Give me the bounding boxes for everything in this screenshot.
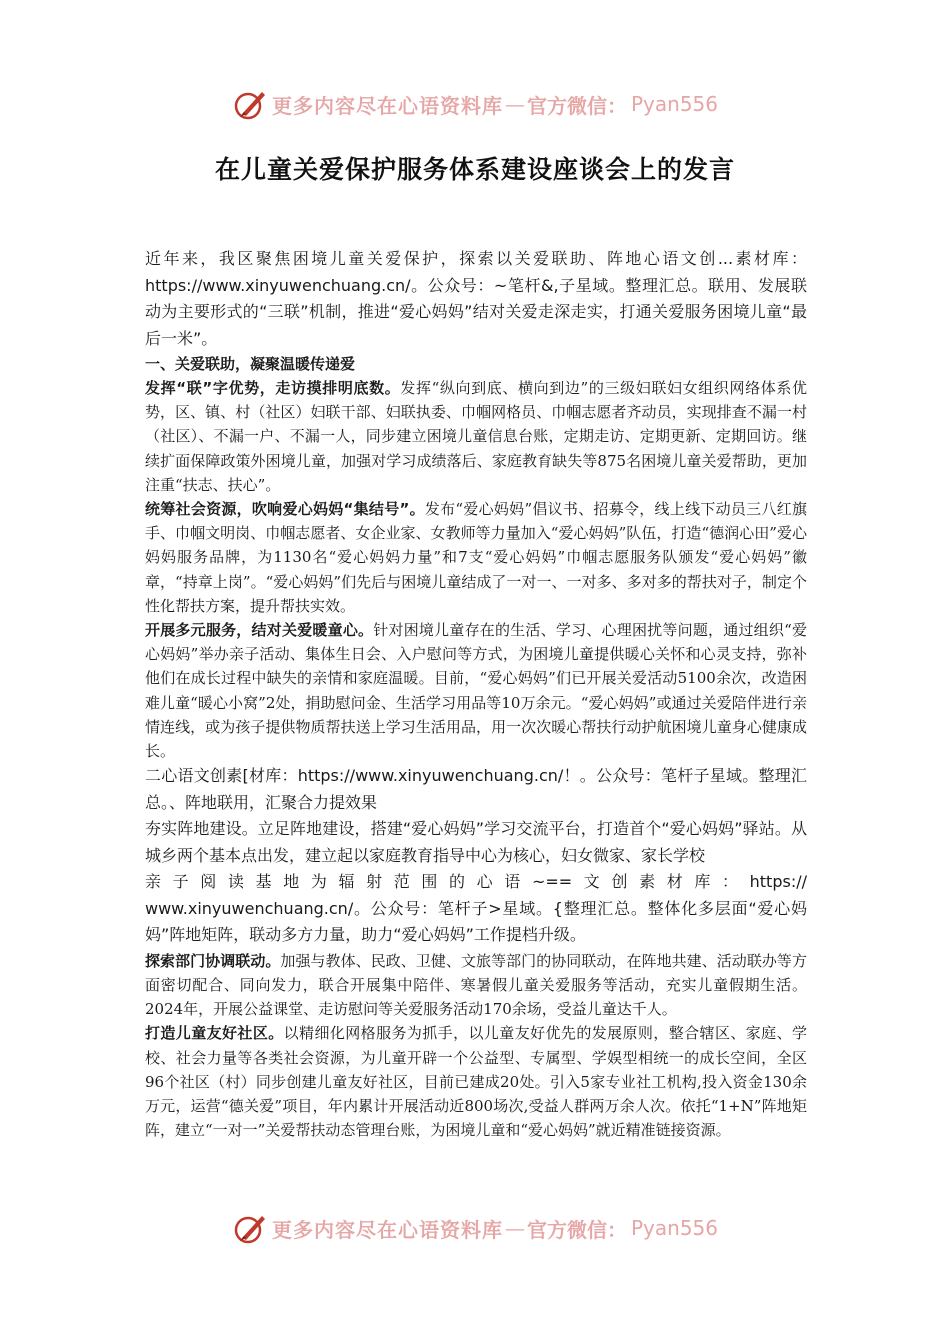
banner-wechat-label: 官方微信： bbox=[526, 1217, 627, 1242]
banner-separator: — bbox=[504, 92, 525, 116]
paragraph-4-line-3: www.xinyuwenchuang.cn/。公众号：笔杆子>星域。{整理汇总。整体化多层面“爱心妈妈”阵地矩阵，联动多方力量，助力“爱心妈妈”工作提档升级。 bbox=[145, 898, 807, 945]
paragraph-lead: 打造儿童友好社区。 bbox=[145, 1024, 284, 1043]
intro-paragraph: 近年来，我区聚焦困境儿童关爱保护，探索以关爱联助、阵地心语文创...素材库：https://www.xinyuwenchuang.cn/。公众号：~笔杆&,子星域。整理汇总。联用、发展联动为主要形式的“三联”机制，推进“爱心妈妈”结对关爱走深走实，打通关爱服务困境儿童“最后一米”。 bbox=[145, 249, 807, 348]
paragraph-4-line-1: 夯实阵地建设。立足阵地建设，搭建“爱心妈妈”学习交流平台，打造首个“爱心妈妈”驿站。从城乡两个基本点出发，建立起以家庭教育指导中心为核心，妇女微家、家长学校 bbox=[145, 819, 807, 865]
header-banner bbox=[0, 82, 950, 126]
paragraph-body: 针对困境儿童存在的生活、学习、心理困扰等问题，通过组织“爱心妈妈”举办亲子活动、集体生日会、入户慰问等方式，为困境儿童提供暖心关怀和心灵支持，弥补他们在成长过程中缺失的亲情和家庭温暖。目前，“爱心妈妈”们已开展关爱活动5100余次，改造困难儿童“暖心小窝”2处，捐助慰问金、生活学习用品等10万余元。“爱心妈妈”或通过关爱陪伴进行亲情连线，或为孩子提供物质帮扶送上学习生活用品，用一次次暖心帮扶行动护航困境儿童身心健康成长。 bbox=[145, 621, 808, 761]
paragraph-lead: 探索部门协调联动。 bbox=[145, 951, 281, 970]
section-heading-1: 一、关爱联助，凝聚温暖传递爱 bbox=[145, 355, 356, 373]
paragraph-body: 发布“爱心妈妈”倡议书、招募令，线上线下动员三八红旗手、巾帼文明岗、巾帼志愿者、女企业家、女教师等力量加入“爱心妈妈”队伍，打造“德润心田”爱心妈妈服务品牌，为1130名“爱心妈妈力量”和7支“爱心妈妈”巾帼志愿服务队颁发“爱心妈妈”徽章，“持章上岗”。“爱心妈妈”们先后与困境儿童结成了一对一、一对多、多对多的帮扶对子，制定个性化帮扶方案，提升帮扶实效。 bbox=[145, 500, 807, 615]
paragraph-4 bbox=[145, 816, 807, 949]
banner-wechat-label: 官方微信： bbox=[526, 93, 627, 118]
paragraph-2 bbox=[145, 497, 807, 618]
quill-pen-logo-icon bbox=[232, 86, 268, 122]
quill-pen-logo-icon bbox=[232, 1210, 268, 1246]
banner-handle: Pyan556 bbox=[630, 92, 718, 116]
paragraph-4-line-2: 亲子阅读基地为辐射范围的心语~==文创素材库：https:// bbox=[145, 872, 807, 892]
banner-separator: — bbox=[504, 1216, 525, 1240]
paragraph-3 bbox=[145, 618, 807, 763]
paragraph-body: 以精细化网格服务为抓手，以儿童友好优先的发展原则，整合辖区、家庭、学校、社会力量等各类社会资源，为儿童开辟一个公益型、专属型、学娱型相统一的成长空间，全区96个社区（村）同步创建儿童友好社区，目前已建成20处。引入5家专业社工机构,投入资金130余万元，运营“德关爱”项目，年内累计开展活动近800场次,受益人群两万余人次。依托“1+N”阵地矩阵，建立“一对一”关爱帮扶动态管理台账，为困境儿童和“爱心妈妈”就近精准链接资源。 bbox=[145, 1024, 807, 1140]
document-body bbox=[145, 246, 807, 1142]
paragraph-lead: 发挥“联”字优势，走访摸排明底数。 bbox=[145, 379, 401, 397]
banner-text: 更多内容尽在心语资料库 bbox=[271, 93, 503, 118]
paragraph-body: 加强与教体、民政、卫健、文旅等部门的协同联动，在阵地共建、活动联办等方面密切配合、同向发力，联合开展集中陪伴、寒暑假儿童关爱服务等活动，充实儿童假期生活。2024年，开展公益课堂、走访慰问等关爱服务活动170余场，受益儿童达千人。 bbox=[145, 951, 807, 1019]
banner-handle: Pyan556 bbox=[630, 1216, 718, 1240]
paragraph-5 bbox=[145, 949, 807, 1022]
paragraph-6 bbox=[145, 1021, 807, 1142]
section-heading-2: 二心语文创素[材库：https://www.xinyuwenchuang.cn/！。公众号：笔杆子星域。整理汇总。、阵地联用，汇聚合力提效果 bbox=[145, 766, 807, 812]
paragraph-lead: 开展多元服务，结对关爱暖童心。 bbox=[145, 621, 374, 640]
paragraph-1 bbox=[145, 376, 807, 497]
document-title: 在儿童关爱保护服务体系建设座谈会上的发言 bbox=[214, 155, 735, 184]
footer-banner bbox=[0, 1206, 950, 1250]
paragraph-body: 发挥“纵向到底、横向到边”的三级妇联妇女组织网络体系优势，区、镇、村（社区）妇联干部、妇联执委、巾帼网格员、巾帼志愿者齐动员，实现排查不漏一村（社区）、不漏一户、不漏一人，同步建立困境儿童信息台账，定期走访、定期更新、定期回访。继续扩面保障政策外困境儿童，加强对学习成绩落后、家庭教育缺失等875名困境儿童关爱帮助，更加注重“扶志、扶心”。 bbox=[145, 379, 808, 494]
banner-text: 更多内容尽在心语资料库 bbox=[271, 1217, 503, 1242]
paragraph-lead: 统筹社会资源，吹响爱心妈妈“集结号”。 bbox=[145, 500, 425, 519]
